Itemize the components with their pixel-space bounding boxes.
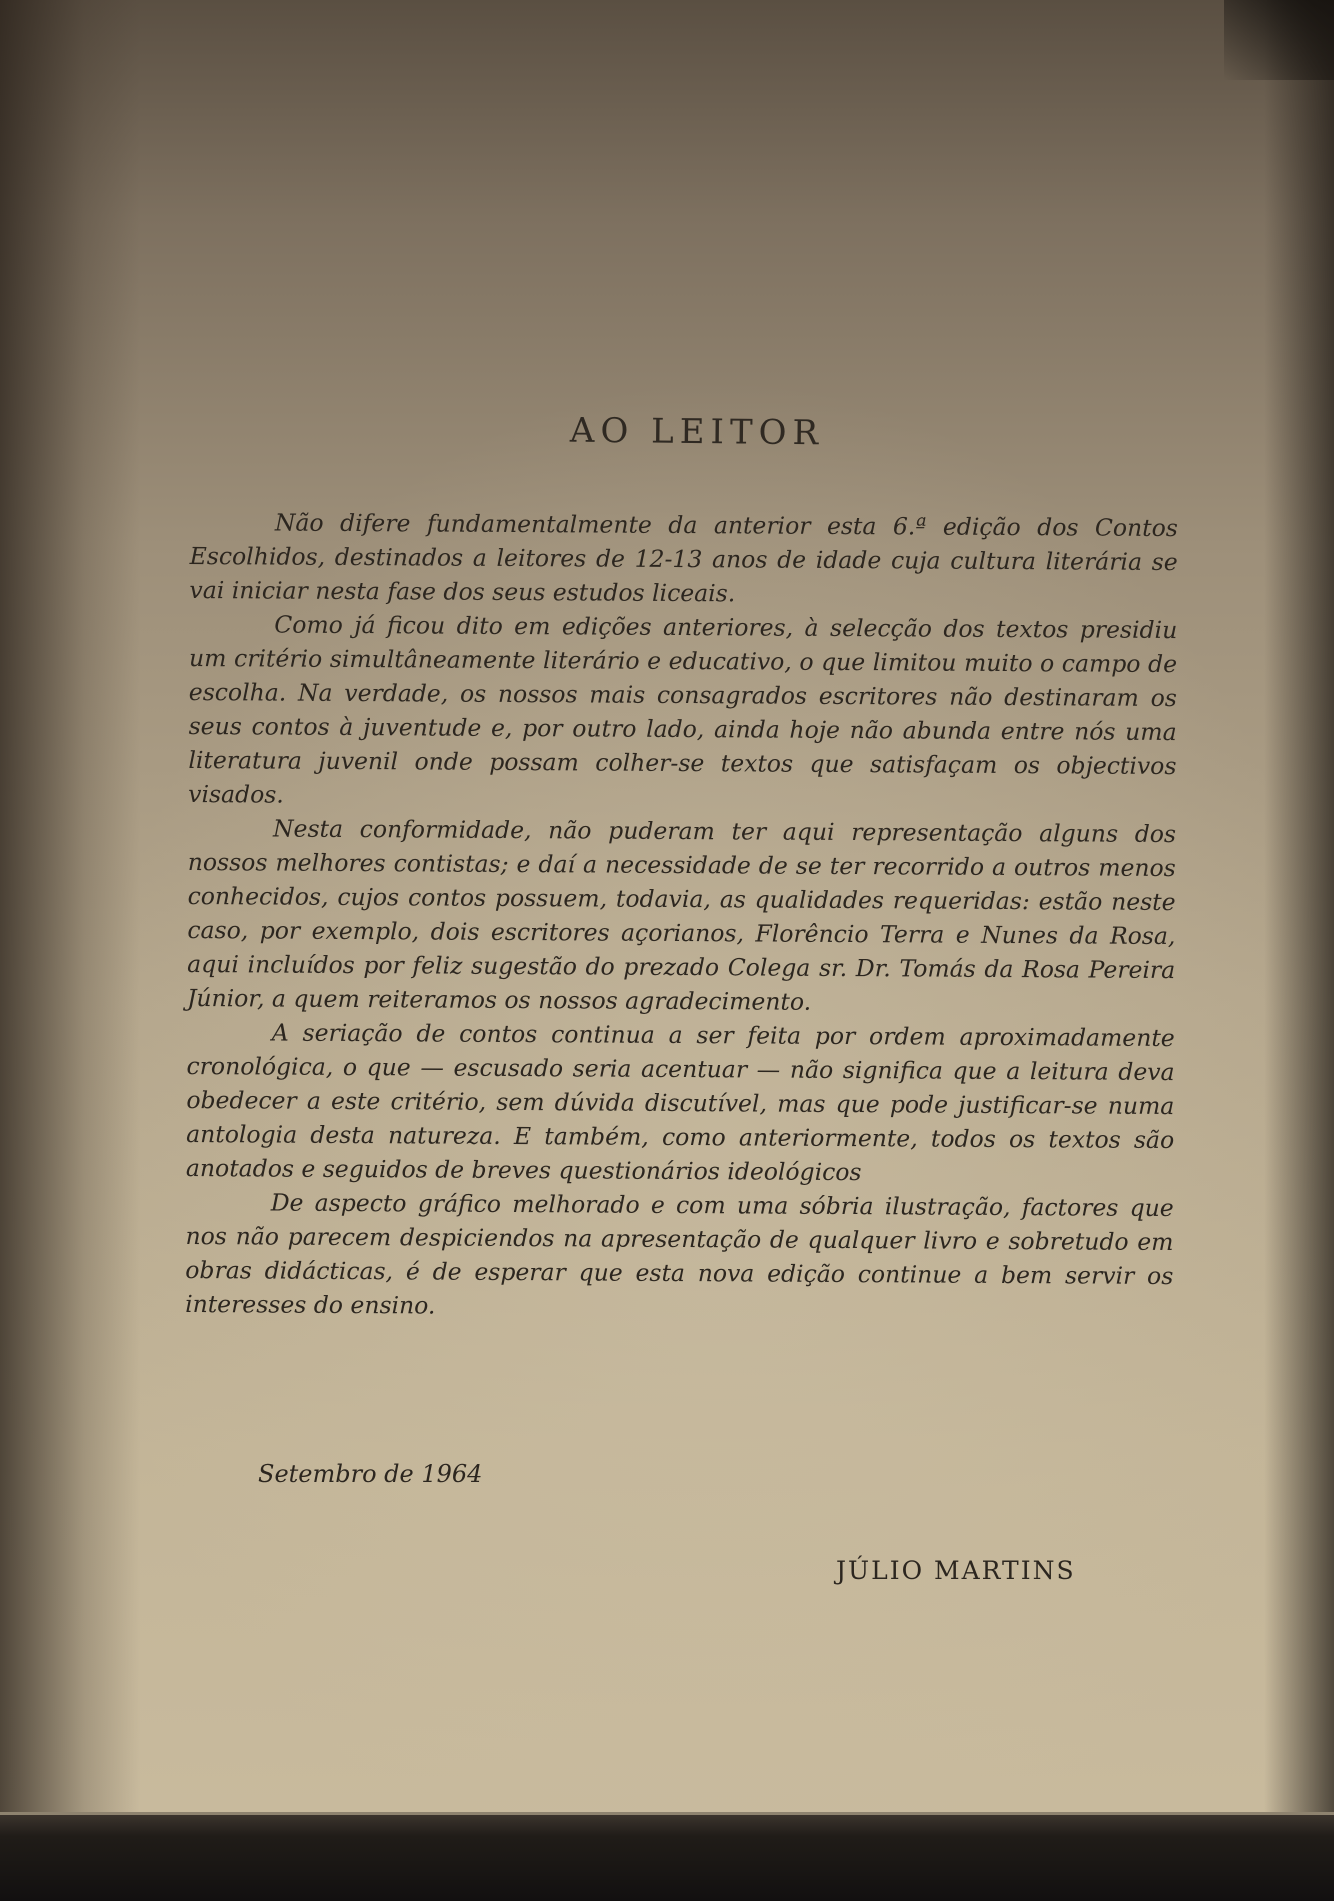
background-table [0, 1815, 1334, 1901]
corner-shadow [1224, 0, 1334, 80]
paragraph-1: Não difere fundamentalmente da anterior esta 6.ª edição dos Contos Escolhidos, destinados a leitores de 12-13 anos de idade cuja cultura literária se vai iniciar nesta fase dos seus estudos liceais. [189, 508, 1178, 608]
preface-date: Setembro de 1964 [258, 1460, 483, 1488]
paragraph-4: A seriação de contos continua a ser feita por ordem aproximadamente cronológica, o que — escusado seria acentuar — não significa que a leitura deva obedecer a este critério, sem dúvida discutível, mas que pode justificar-se numa antologia desta natureza. E também, como anteriormente, todos os textos são anotados e seguidos de breves questionários ideológicos [185, 1018, 1175, 1187]
page-title: AO LEITOR [569, 410, 825, 454]
paragraph-3: Nesta conformidade, não puderam ter aqui representação alguns dos nossos melhores contistas; e daí a necessidade de se ter recorrido a outros menos conhecidos, cujos contos possuem, todavia, as qualidades requeridas: estão neste caso, por exemplo, dois escritores açorianos, Florêncio Terra e Nunes da Rosa, aqui incluídos por feliz sugestão do prezado Colega sr. Dr. Tomás da Rosa Pereira Júnior, a quem reiteramos os nossos agradecimento. [186, 814, 1177, 1016]
preface-body [185, 505, 1178, 1327]
paragraph-5: De aspecto gráfico melhorado e com uma sóbria ilustração, factores que nos não parecem despiciendos na apresentação de qualquer livro e sobretudo em obras didácticas, é de esperar que esta nova edição continue a bem servir os interesses do ensino. [185, 1188, 1174, 1320]
paragraph-2: Como já ficou dito em edições anteriores, à selecção dos textos presidiu um critério simultâneamente literário e educativo, o que limitou muito o campo de escolha. Na verdade, os nossos mais consagrados escritores não destinaram os seus contos à juventude e, por outro lado, ainda hoje não abunda entre nós uma literatura juvenil onde possam colher-se textos que satisfaçam os objectivos visados. [188, 610, 1178, 809]
author-signature: JÚLIO MARTINS [836, 1556, 1076, 1585]
